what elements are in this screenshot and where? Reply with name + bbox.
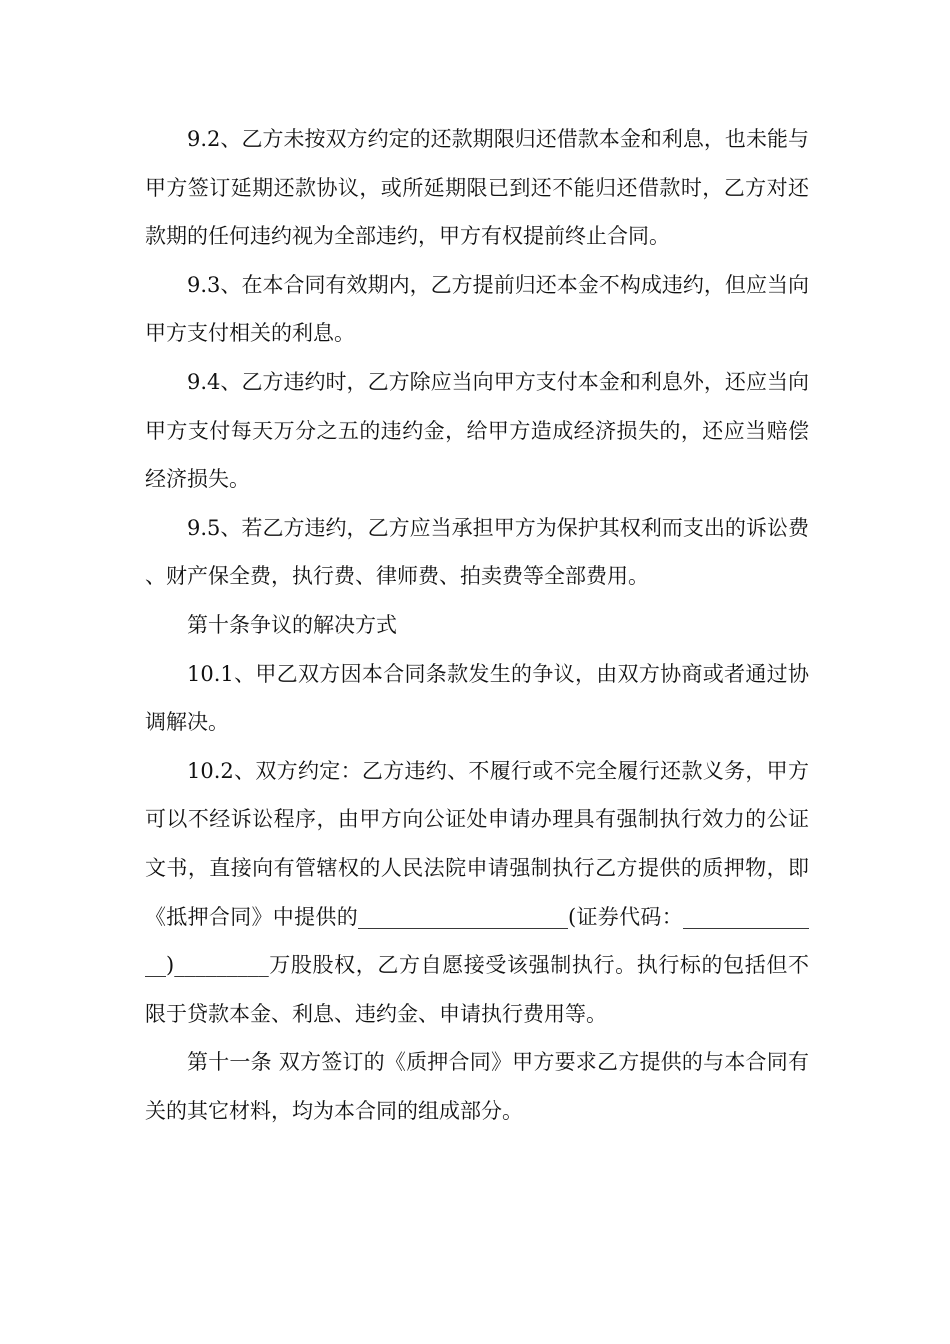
paragraph-article-11 bbox=[145, 1038, 809, 1135]
paragraph-9-5 bbox=[145, 504, 809, 601]
paragraph-9-3 bbox=[145, 261, 809, 358]
paragraph-text: 10.1、甲乙双方因本合同条款发生的争议，由双方协商或者通过协调解决。 bbox=[145, 661, 809, 735]
paragraph-10-2 bbox=[145, 747, 809, 1039]
paragraph-text: 9.5、若乙方违约，乙方应当承担甲方为保护其权利而支出的诉讼费、财产保全费，执行费、律师费、拍卖费等全部费用。 bbox=[145, 515, 809, 589]
paragraph-text: 9.4、乙方违约时，乙方除应当向甲方支付本金和利息外，还应当向甲方支付每天万分之五的违约金，给甲方造成经济损失的，还应当赔偿经济损失。 bbox=[145, 369, 809, 492]
heading-text: 第十条争议的解决方式 bbox=[187, 612, 397, 637]
paragraph-9-4 bbox=[145, 358, 809, 504]
section-heading-article-10 bbox=[145, 601, 809, 650]
paragraph-text: 第十一条 双方签订的《质押合同》甲方要求乙方提供的与本合同有关的其它材料，均为本合同的组成部分。 bbox=[145, 1050, 809, 1123]
paragraph-9-2 bbox=[145, 115, 809, 261]
paragraph-text: 9.3、在本合同有效期内，乙方提前归还本金不构成违约，但应当向甲方支付相关的利息。 bbox=[145, 272, 809, 346]
document-body bbox=[145, 115, 809, 1135]
paragraph-text: 9.2、乙方未按双方约定的还款期限归还借款本金和利息，也未能与甲方签订延期还款协议，或所延期限已到还不能归还借款时，乙方对还款期的任何违约视为全部违约，甲方有权提前终止合同。 bbox=[145, 127, 809, 249]
paragraph-10-1 bbox=[145, 650, 809, 747]
paragraph-text: 10.2、双方约定：乙方违约、不履行或不完全履行还款义务，甲方可以不经诉讼程序，由甲方向公证处申请办理具有强制执行效力的公证文书，直接向有管辖权的人民法院申请强制执行乙方提供的质押物，即《抵押合同》中提供的____________________(证券代码：______________)_________万股股权，乙方自愿接受该强制执行。执行标的包括但不限于贷款本金、利息、违约金、申请执行费用等。 bbox=[145, 758, 809, 1026]
